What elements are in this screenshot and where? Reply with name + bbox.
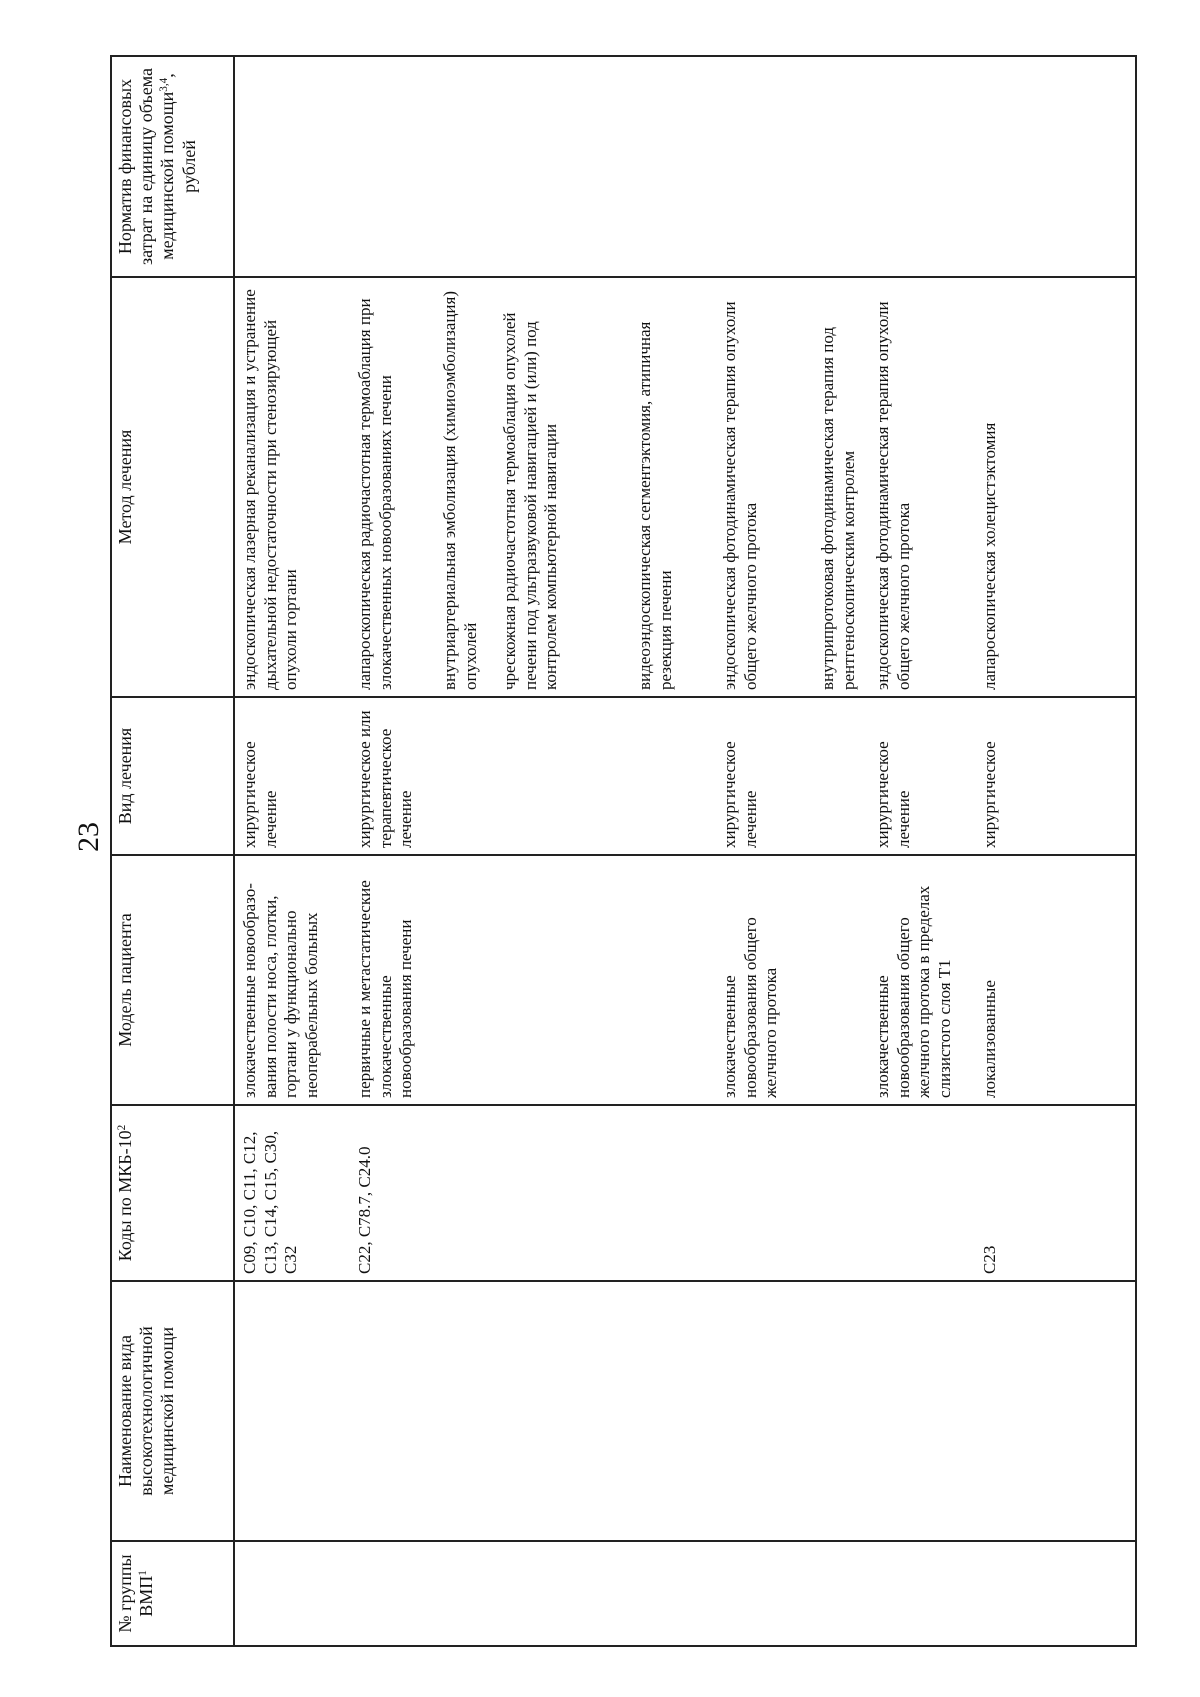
header-group-number [111, 1541, 234, 1646]
treatment-method-entry: внутриартериальная эмболизация (химиоэмболизация) опухолей [440, 290, 480, 690]
page-number: 23 [72, 822, 105, 852]
treatment-type-entry: хирургическое [980, 741, 999, 848]
treatment-method-entry: лапароскопическая холецистэктомия [980, 422, 999, 690]
patient-model-entry: локализованные [980, 980, 999, 1098]
cost-norm-cell [234, 56, 1136, 277]
header-care-type-name: Наименование вида высокотехнологичной медицинской помощи [111, 1281, 234, 1541]
patient-model-entry: злокачественные новообразования общего желчного протока в пределах слизистого слоя T1 [873, 885, 955, 1098]
header-cost-norm-label: Норматив финансовых затрат на единицу объема медицинской помощи [115, 68, 178, 265]
medical-care-table [110, 55, 1137, 1647]
icd-codes-cell [234, 1105, 1136, 1281]
treatment-method-entry: лапароскопическая радиочастотная термоаблация при злокачественных новообразованиях печени [355, 298, 395, 690]
treatment-type-entry: хирургическое или терапевтическое лечение [355, 710, 416, 848]
treatment-method-entry: внутрипротоковая фотодинамическая терапия под рентгеноскопическим контролем [818, 326, 858, 690]
header-patient-model: Модель пациента [111, 855, 234, 1105]
treatment-method-entry: эндоскопическая лазерная реканализация и устранение дыхательной недостаточности при стенозирующей опухоли гортани [240, 289, 301, 690]
patient-model-entry: злокачественные новообразо-вания полости носа, глотки, гортани у функционально неоперабельных больных [240, 883, 322, 1098]
header-treatment-type: Вид лечения [111, 697, 234, 855]
care-type-name-cell [234, 1281, 1136, 1541]
treatment-method-entry: чрескожная радиочастотная термоаблация опухолей печени под ультразвуковой навигацией и (или) под контролем компьютерной навигации [500, 312, 561, 690]
icd-codes-entry: C22, C78.7, C24.0 [355, 1146, 374, 1274]
treatment-method-entry: эндоскопическая фотодинамическая терапия опухоли общего желчного протока [720, 301, 760, 690]
group-number-cell [234, 1541, 1136, 1646]
header-group-number-footnote: 1 [137, 1570, 150, 1576]
header-icd-codes [111, 1105, 234, 1281]
icd-codes-entry: C23 [980, 1245, 999, 1274]
icd-codes-entry: C09, C10, C11, C12, C13, C14, C15, C30, C32 [240, 1130, 301, 1274]
treatment-method-entry: видеоэндоскопическая сегментэктомия, атипичная резекция печени [635, 321, 675, 690]
table-row [234, 56, 1136, 1646]
header-row [111, 56, 234, 1646]
header-icd-codes-footnote: 2 [115, 1124, 128, 1131]
treatment-type-entry: хирургическое лечение [720, 741, 760, 848]
patient-model-entry: злокачественные новообразования общего желчного протока [720, 917, 781, 1098]
header-treatment-method: Метод лечения [111, 277, 234, 697]
header-cost-norm [111, 56, 234, 277]
header-cost-norm-footnote: 3,4 [158, 77, 171, 92]
treatment-type-entry: хирургическое лечение [240, 741, 280, 848]
treatment-method-entry: эндоскопическая фотодинамическая терапия опухоли общего желчного протока [873, 301, 913, 690]
header-icd-codes-label: Коды по МКБ-10 [115, 1130, 135, 1262]
header-group-number-label: № группы ВМП [115, 1554, 157, 1633]
treatment-method-cell [234, 277, 1136, 697]
patient-model-cell [234, 855, 1136, 1105]
patient-model-entry: первичные и метастатические злокачественные новообразования печени [355, 880, 416, 1098]
treatment-type-cell [234, 697, 1136, 855]
header-cost-norm-suffix: , рублей [157, 73, 199, 193]
treatment-type-entry: хирургическое лечение [873, 741, 913, 848]
